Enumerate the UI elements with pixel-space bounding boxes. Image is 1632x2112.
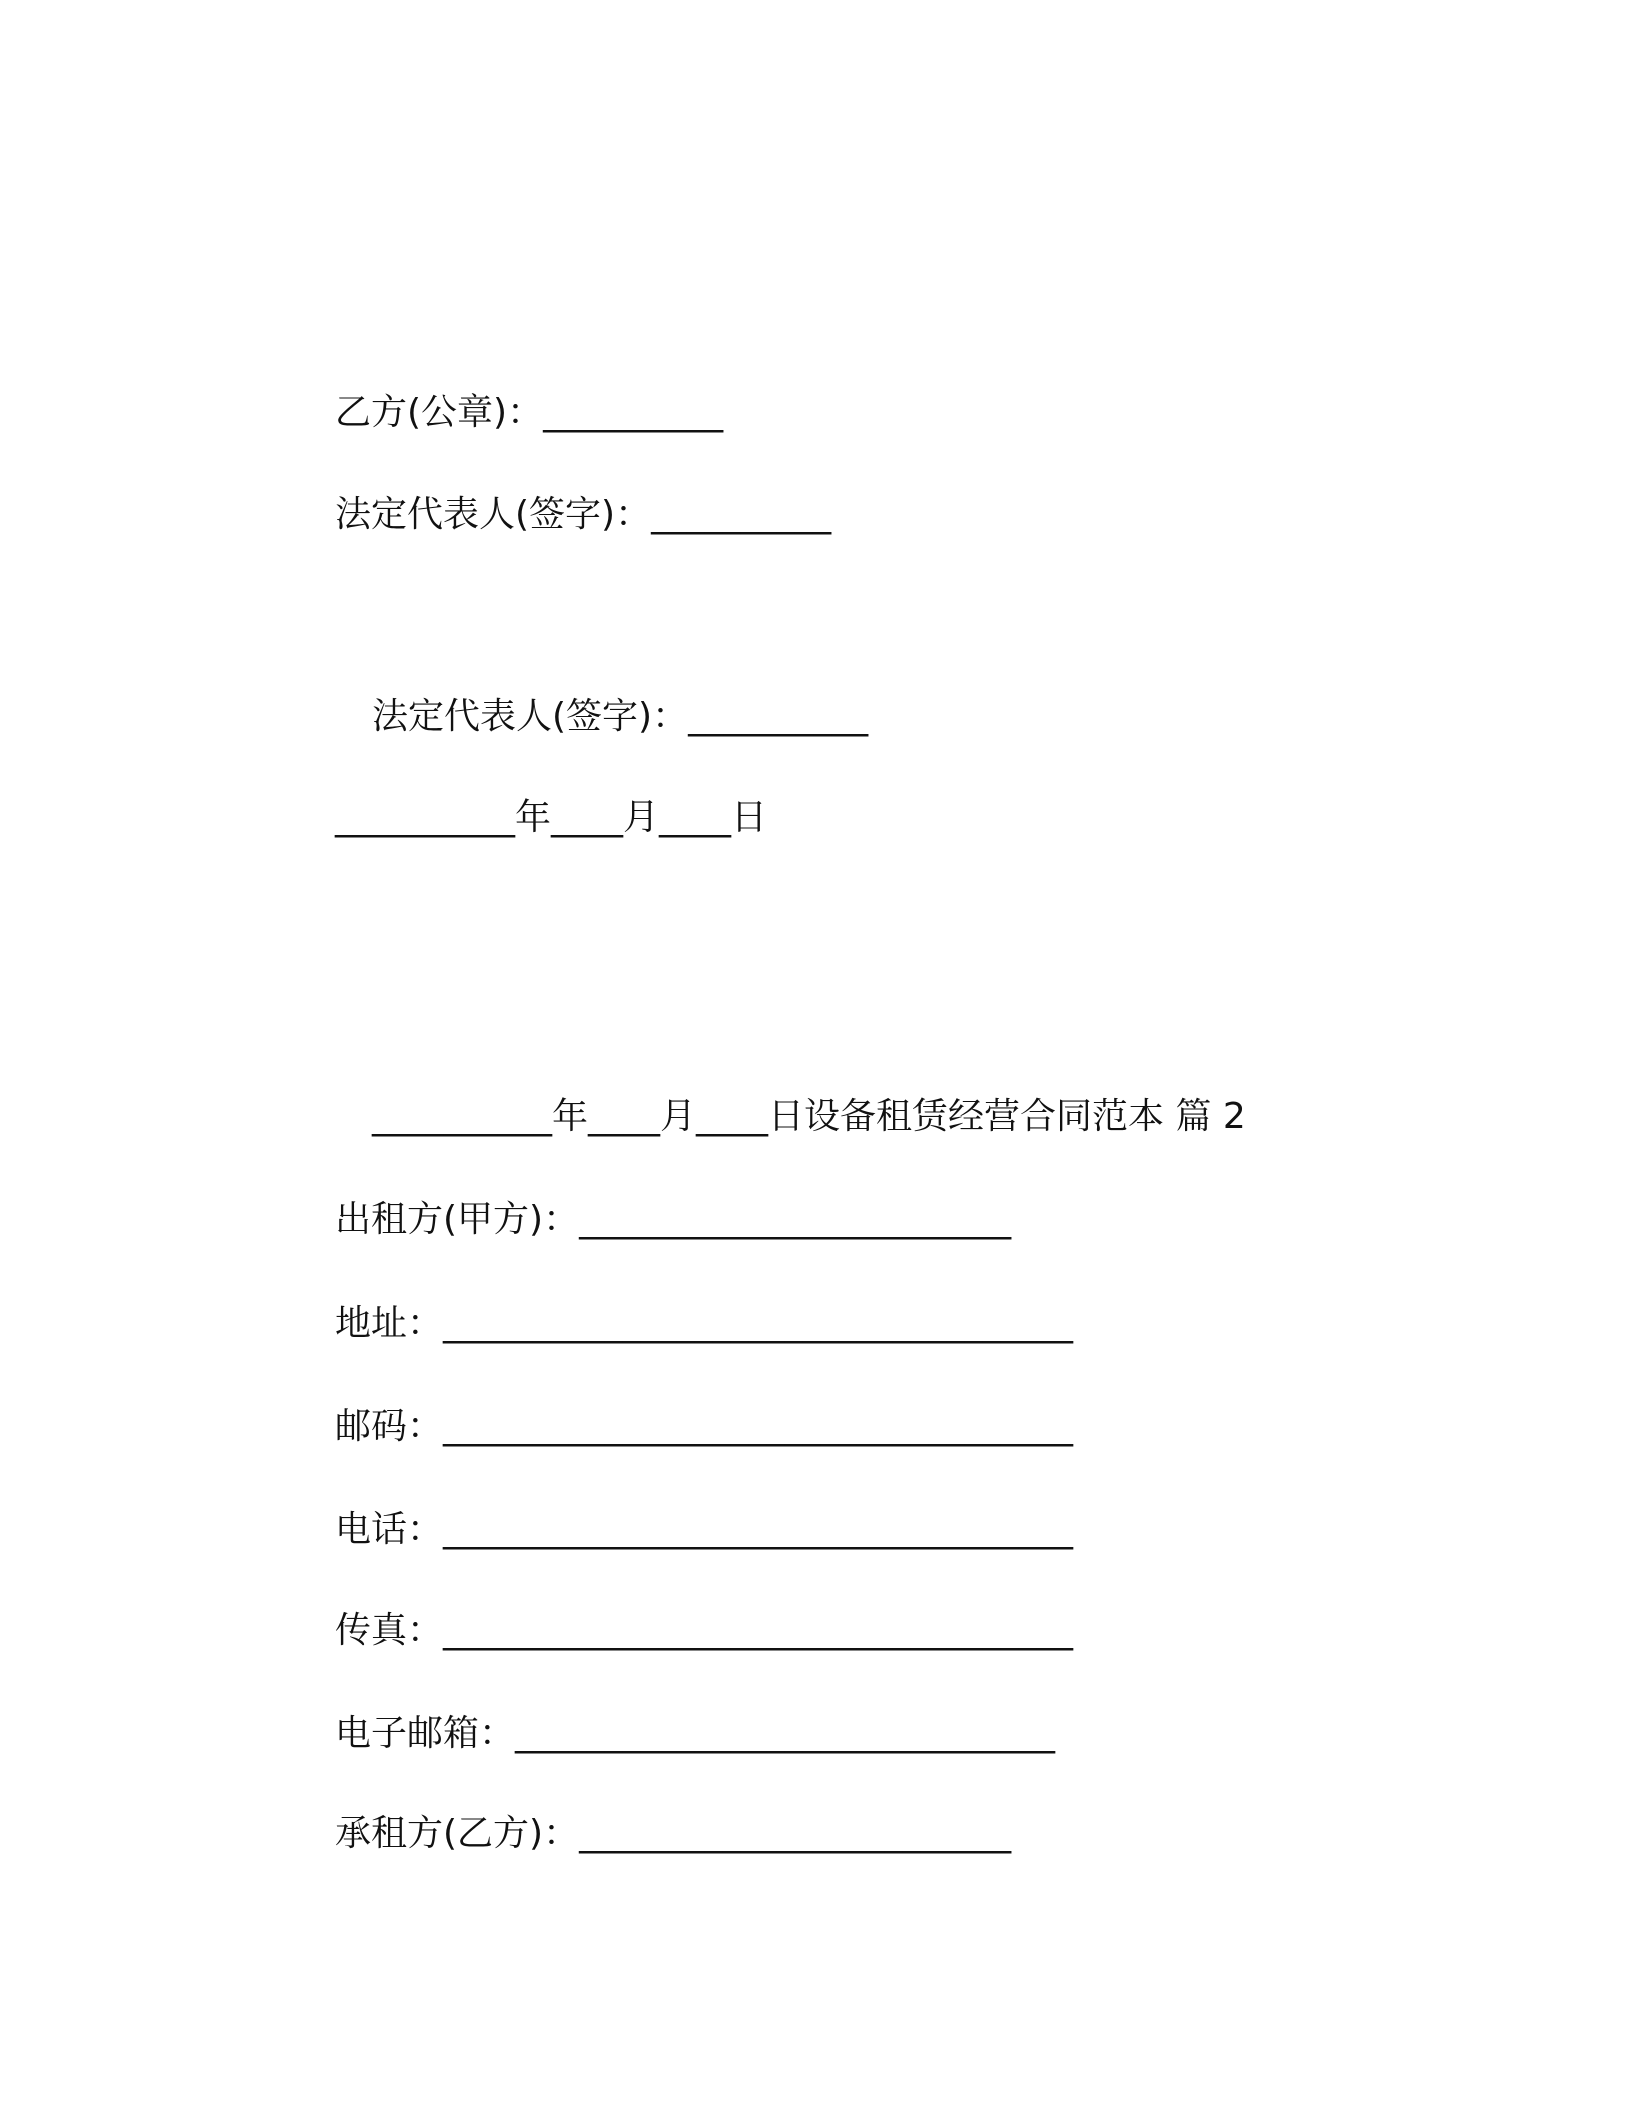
telephone-line: 电话：___________________________________ [335, 1509, 1074, 1550]
address-line: 地址：___________________________________ [335, 1303, 1074, 1344]
email-line: 电子邮箱：______________________________ [335, 1713, 1056, 1754]
fax-line: 传真：___________________________________ [335, 1610, 1074, 1651]
lessor-line: 出租方(甲方)：________________________ [335, 1199, 1012, 1240]
party-b-seal-line: 乙方(公章)：__________ [335, 392, 724, 433]
section-heading: __________年____月____日设备租赁经营合同范本 篇 2 [372, 1096, 1246, 1137]
date-line: __________年____月____日 [335, 797, 767, 838]
legal-representative-signature-line-indented: 法定代表人(签字)：__________ [372, 696, 869, 737]
lessee-line: 承租方(乙方)：________________________ [335, 1813, 1012, 1854]
legal-representative-signature-line: 法定代表人(签字)：__________ [335, 494, 832, 535]
postcode-line: 邮码：___________________________________ [335, 1406, 1074, 1447]
